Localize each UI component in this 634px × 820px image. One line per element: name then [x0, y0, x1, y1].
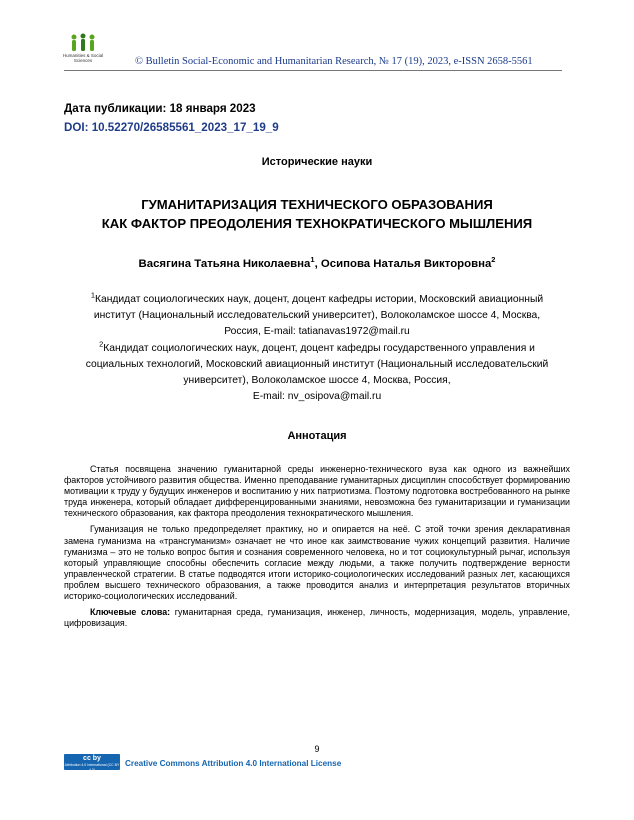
authors: [0, 255, 634, 270]
people-logo-icon: [68, 33, 98, 53]
abstract-heading: Аннотация: [287, 430, 347, 442]
license-link[interactable]: Creative Commons Attribution 4.0 International License: [125, 759, 342, 768]
aff-2-line-4: E-mail: nv_osipova@mail.ru: [252, 391, 382, 402]
author-1: Васягина Татьяна Николаевна: [138, 258, 311, 270]
aff-1-sup: 1: [90, 290, 96, 300]
title-line-1: ГУМАНИТАРИЗАЦИЯ ТЕХНИЧЕСКОГО ОБРАЗОВАНИЯ: [141, 197, 493, 212]
affiliation-1: [56, 292, 578, 340]
journal-header: © Bulletin Social-Economic and Humanitarian Research, № 17 (19), 2023, e-ISSN 2658-5561: [135, 56, 533, 67]
aff-2-sup: 2: [99, 339, 104, 349]
keywords-label: Ключевые слова:: [90, 607, 171, 618]
author-2: Осипова Наталья Викторовна: [320, 258, 492, 270]
cc-badge-small-text: Attribution 4.0 International (CC BY 4.0): [64, 763, 120, 772]
author-1-sup: 1: [310, 255, 315, 265]
aff-2-line-3: университет), Волоколамское шоссе 4, Москва, Россия,: [183, 375, 451, 386]
aff-1-line-2: институт (Национальный исследовательский университет), Волоколамское шоссе 4, Москва,: [93, 310, 541, 321]
doi-link[interactable]: DOI: 10.52270/26585561_2023_17_19_9: [64, 121, 279, 134]
aff-2-line-1: Кандидат социологических наук, доцент, доцент кафедры государственного управления и: [103, 343, 535, 354]
abstract-paragraph-1: Статья посвящена значению гуманитарной среды инженерно-технического вуза как одного из важнейших факторов устойчивого развития общества. Именно преподавание гуманитарных дисциплин способствует формированию мотивации к труду у будущих инженеров и воспитанию у них патриотизма. Поэтому подготовка востребованного на рынке труда инженера, который обладает дифференцированными знаниями, невозможна без гуманитаризации и гуманизации технического образования, как фактора преодоления технократического мышления.: [64, 464, 570, 519]
publication-date: Дата публикации: 18 января 2023: [64, 102, 256, 115]
abstract-paragraph-2: Гуманизация не только предопределяет практику, но и опирается на неё. С этой точки зрения декларативная замена гуманизма на «трансгуманизм» означает не что иное как заимствование чужих концепций развития. Наличие гуманизма – это не только вопрос бытия и сознания современного человека, но и тот социокультурный рычаг, используя который управляющие способны обеспечить согласие между людьми, а также получить подтверждение верности управленческой стратегии. В статье подводятся итоги историко-социологических исследований разных лет, касающихся проблем высшего технического образования, а также проводится анализ и интерпретация результатов вторичных историко-социологических исследований.: [64, 524, 570, 602]
keywords: [64, 607, 570, 629]
page-number: 9: [314, 744, 320, 754]
journal-logo: [57, 33, 109, 67]
logo-text-line2: Sciences: [73, 58, 93, 63]
aff-2-line-2: социальных технологий, Московский авиационный институт (Национальный исследовательский: [85, 359, 549, 370]
logo-text-line1: Humanities & Social: [62, 53, 104, 58]
affiliation-2: [56, 341, 578, 405]
abstract-body: [64, 464, 570, 634]
aff-1-line-3: Россия, E-mail: tatianavas1972@mail.ru: [224, 326, 410, 337]
author-separator: ,: [314, 258, 321, 270]
header-divider: [64, 70, 562, 71]
article-title: [40, 195, 594, 233]
keywords-text: гуманитарная среда, гуманизация, инженер, личность, модернизация, модель, управление, цифровизация.: [64, 607, 570, 629]
cc-badge-label: cc by: [83, 755, 101, 762]
author-2-sup: 2: [491, 255, 496, 265]
cc-license-badge[interactable]: [64, 754, 120, 770]
aff-1-line-1: Кандидат социологических наук, доцент, доцент кафедры истории, Московский авиационный: [95, 294, 544, 305]
section-heading: Исторические науки: [261, 156, 373, 168]
title-line-2: КАК ФАКТОР ПРЕОДОЛЕНИЯ ТЕХНОКРАТИЧЕСКОГО МЫШЛЕНИЯ: [101, 216, 533, 231]
